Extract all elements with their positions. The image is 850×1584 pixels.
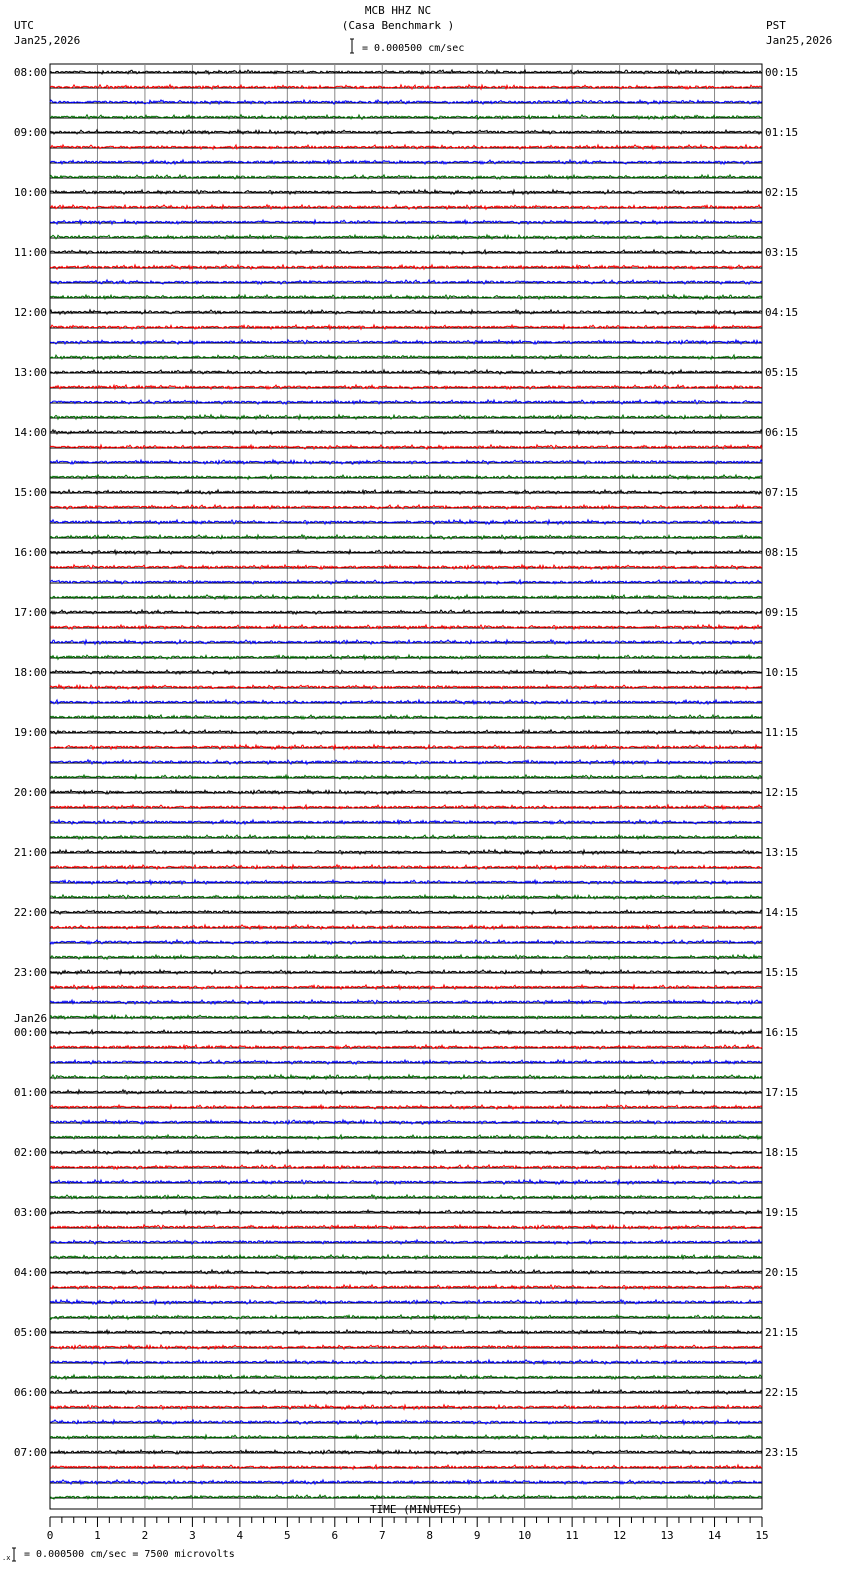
utc-hour-label: 14:00 (13, 426, 47, 439)
footer-scale-bar-icon (2, 1548, 16, 1562)
seismic-trace (50, 655, 762, 659)
seismic-trace (50, 520, 762, 524)
utc-hour-label: 08:00 (13, 66, 47, 79)
utc-hour-label: 18:00 (13, 666, 47, 679)
pst-hour-label: 14:15 (765, 906, 799, 919)
utc-hour-label: 23:00 (13, 966, 47, 979)
pst-hour-label: 01:15 (765, 126, 799, 139)
x-tick-label: 14 (707, 1529, 722, 1542)
seismic-trace (50, 985, 762, 989)
seismic-trace (50, 760, 762, 764)
pst-hour-label: 13:15 (765, 846, 799, 859)
svg-text:.x: .x (2, 1554, 11, 1562)
pst-hour-label: 19:15 (765, 1206, 799, 1219)
seismic-trace (50, 1090, 762, 1094)
x-tick-label: 11 (565, 1529, 579, 1542)
seismic-trace (50, 205, 762, 209)
seismic-trace (50, 1405, 762, 1409)
pst-hour-label: 12:15 (765, 786, 799, 799)
x-tick-label: 9 (473, 1529, 481, 1542)
seismic-trace (50, 415, 762, 419)
utc-hour-label: 10:00 (13, 186, 47, 199)
pst-hour-label: 10:15 (765, 666, 799, 679)
seismic-trace (50, 850, 762, 854)
scale-bar-icon (350, 39, 354, 53)
x-tick-label: 6 (331, 1529, 339, 1542)
utc-hour-label: 21:00 (13, 846, 47, 859)
utc-hour-label: 03:00 (13, 1206, 47, 1219)
seismic-trace (50, 310, 762, 314)
utc-hour-label: 07:00 (13, 1446, 47, 1459)
x-tick-label: 5 (284, 1529, 291, 1542)
utc-hour-label: 19:00 (13, 726, 47, 739)
utc-hour-label: 09:00 (13, 126, 47, 139)
right-timezone: PST (766, 19, 786, 32)
utc-hour-label: 20:00 (13, 786, 47, 799)
seismic-trace (50, 955, 762, 959)
utc-hour-label: 13:00 (13, 366, 47, 379)
left-date: Jan25,2026 (14, 34, 81, 47)
seismic-trace (50, 1075, 762, 1079)
utc-hour-label: 15:00 (13, 486, 47, 499)
pst-hour-label: 22:15 (765, 1386, 799, 1399)
pst-hour-label: 02:15 (765, 186, 799, 199)
right-date: Jan25,2026 (766, 34, 833, 47)
x-tick-label: 10 (518, 1529, 532, 1542)
seismic-trace (50, 1315, 762, 1319)
utc-hour-label: 06:00 (13, 1386, 47, 1399)
seismic-trace (50, 1300, 762, 1304)
pst-hour-label: 23:15 (765, 1446, 799, 1459)
seismic-trace (50, 970, 762, 974)
pst-hour-label: 05:15 (765, 366, 799, 379)
station-name: (Casa Benchmark ) (341, 19, 455, 32)
footer-scale-note: = 0.000500 cm/sec = 7500 microvolts (24, 1549, 235, 1560)
pst-hour-label: 07:15 (765, 486, 799, 499)
utc-hour-label: 11:00 (13, 246, 47, 259)
seismic-trace (50, 640, 762, 644)
utc-hour-label: 01:00 (13, 1086, 47, 1099)
pst-hour-label: 03:15 (765, 246, 799, 259)
pst-hour-label: 04:15 (765, 306, 799, 319)
utc-hour-label: 05:00 (13, 1326, 47, 1339)
utc-hour-label: 16:00 (13, 546, 47, 559)
x-tick-label: 15 (755, 1529, 769, 1542)
pst-hour-label: 21:15 (765, 1326, 799, 1339)
scale-label: = 0.000500 cm/sec (362, 43, 465, 54)
x-axis-label: TIME (MINUTES) (370, 1503, 463, 1516)
x-tick-label: 2 (141, 1529, 149, 1542)
pst-hour-label: 20:15 (765, 1266, 799, 1279)
x-tick-label: 0 (46, 1529, 54, 1542)
seismic-trace (50, 1285, 762, 1289)
seismic-trace (50, 1180, 762, 1184)
seismic-trace (50, 70, 762, 74)
pst-hour-label: 09:15 (765, 606, 799, 619)
seismic-trace (50, 1420, 762, 1424)
x-tick-label: 7 (378, 1529, 386, 1542)
x-tick-label: 4 (236, 1529, 244, 1542)
utc-hour-label: 22:00 (13, 906, 47, 919)
utc-hour-label: 02:00 (13, 1146, 47, 1159)
utc-hour-label: 12:00 (13, 306, 47, 319)
station-title: MCB HHZ NC (364, 4, 432, 17)
utc-hour-label: 17:00 (13, 606, 47, 619)
seismic-trace (50, 1195, 762, 1199)
x-tick-label: 12 (612, 1529, 627, 1542)
x-tick-label: 3 (189, 1529, 196, 1542)
pst-hour-label: 06:15 (765, 426, 799, 439)
utc-hour-label: 00:00 (13, 1026, 47, 1039)
seismic-trace (50, 625, 762, 629)
x-tick-label: 1 (94, 1529, 101, 1542)
pst-hour-label: 16:15 (765, 1026, 799, 1039)
pst-hour-label: 08:15 (765, 546, 799, 559)
date-change-label: Jan26 (14, 1012, 48, 1025)
x-tick-label: 8 (426, 1529, 434, 1542)
pst-hour-label: 00:15 (765, 66, 799, 79)
seismic-trace (50, 535, 762, 539)
seismic-trace (50, 295, 762, 299)
utc-hour-label: 04:00 (13, 1266, 47, 1279)
seismic-trace (50, 745, 762, 749)
pst-hour-label: 18:15 (765, 1146, 799, 1159)
pst-hour-label: 17:15 (765, 1086, 799, 1099)
seismic-trace (50, 190, 762, 194)
x-tick-label: 13 (660, 1529, 674, 1542)
pst-hour-label: 15:15 (765, 966, 799, 979)
left-timezone: UTC (14, 19, 34, 32)
seismic-trace (50, 865, 762, 869)
seismic-trace (50, 115, 762, 119)
seismic-trace (50, 430, 762, 434)
pst-hour-label: 11:15 (765, 726, 799, 739)
